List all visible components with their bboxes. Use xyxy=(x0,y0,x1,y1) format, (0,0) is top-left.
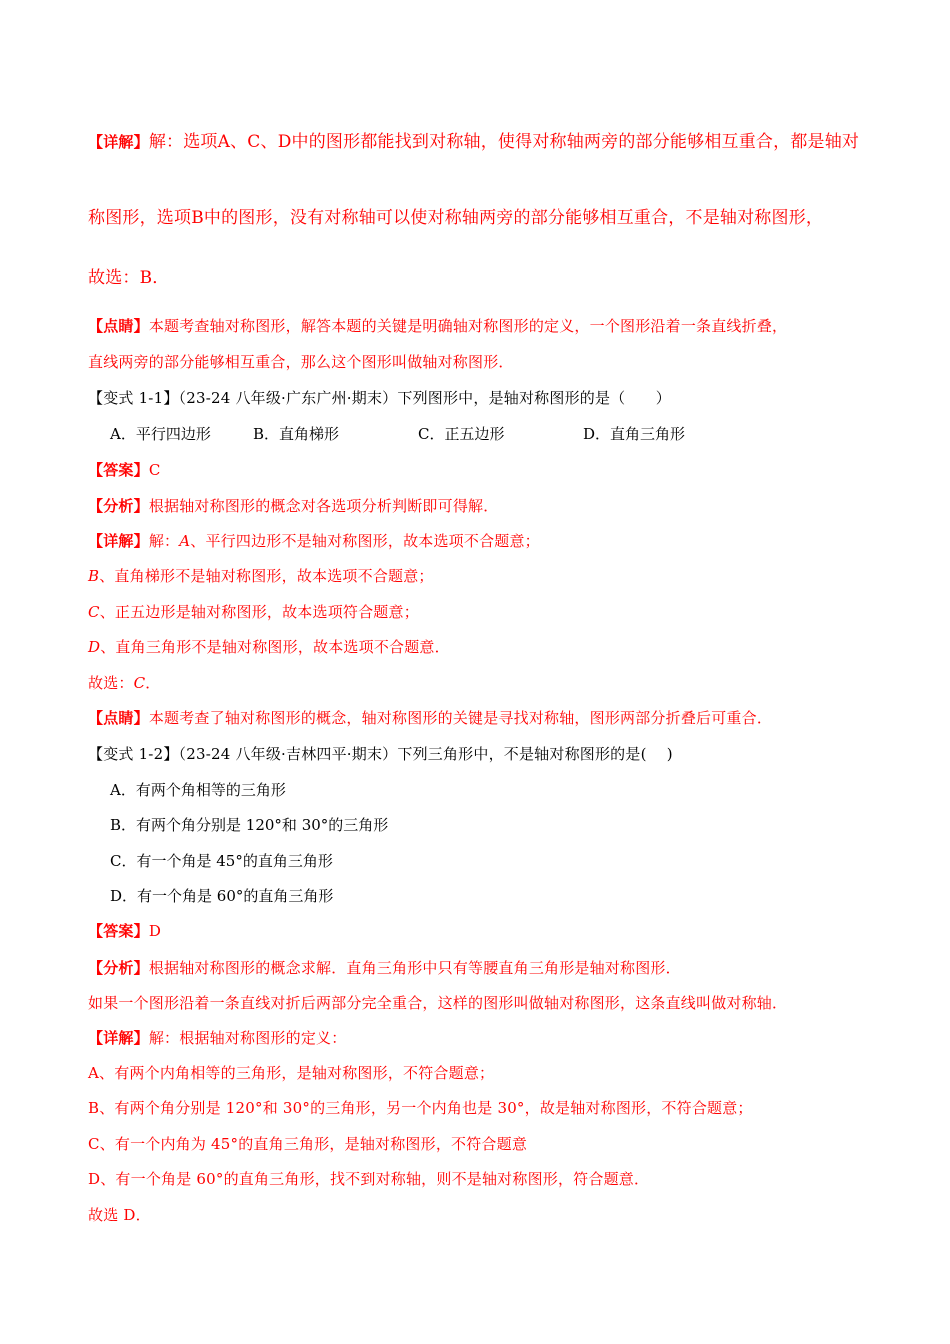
q1-detail-intro xyxy=(88,531,540,551)
comment-line-1 xyxy=(88,316,787,336)
q1-analysis xyxy=(88,496,498,516)
q2-detail-tag: 【详解】 xyxy=(88,1029,149,1047)
comment-line-2 xyxy=(88,352,514,372)
q2-option-a: A．有两个角相等的三角形 xyxy=(110,781,286,799)
q1-detail-c: 、正五边形是轴对称图形，故本选项符合题意； xyxy=(99,603,419,621)
q1-comment-text: 本题考查了轴对称图形的概念，轴对称图形的关键是寻找对称轴，图形两部分折叠后可重合． xyxy=(148,709,773,727)
detail-line-1 xyxy=(88,132,859,152)
q2-option-d: D．有一个角是 60°的直角三角形 xyxy=(110,887,334,905)
q1-detail-c-line xyxy=(88,602,419,622)
q1-comment xyxy=(88,708,772,728)
q1-choose-prefix: 故选： xyxy=(88,674,134,692)
q2-choose: 故选 D． xyxy=(88,1206,151,1224)
q1-choose-letter: C xyxy=(133,674,146,692)
q1-option-b: B．直角梯形 xyxy=(253,425,340,443)
question-1-2 xyxy=(88,744,673,764)
q1-detail-a-letter: A xyxy=(179,532,191,550)
q1-option-a: A．平行四边形 xyxy=(110,425,211,443)
detail-text-1: 解：选项A、C、D中的图形都能找到对称轴，使得对称轴两旁的部分能够相互重合，都是轴对 xyxy=(148,132,860,152)
q2-detail-b: B、有两个角分别是 120°和 30°的三角形，另一个内角也是 30°，故是轴对称图形，不符合题意； xyxy=(88,1099,753,1117)
q1-detail-intro-text: 解： xyxy=(148,532,180,550)
comment-text-1: 本题考查轴对称图形，解答本题的关键是明确轴对称图形的定义，一个图形沿着一条直线折叠， xyxy=(148,317,788,335)
q1-detail-b-line xyxy=(88,566,434,586)
detail-line-3 xyxy=(88,268,170,288)
q2-answer-value: D xyxy=(148,922,162,940)
q1-detail-d-letter: D xyxy=(88,638,101,656)
q1-answer-value: C xyxy=(148,461,161,479)
question-1-2-tag: 【变式 1-2】 xyxy=(88,745,179,763)
q2-answer-tag: 【答案】 xyxy=(88,922,149,940)
q2-option-b: B．有两个角分别是 120°和 30°的三角形 xyxy=(110,816,389,834)
q1-detail-b: 、直角梯形不是轴对称图形，故本选项不合题意； xyxy=(99,567,434,585)
q2-answer xyxy=(88,921,161,941)
q2-detail-intro-text: 解：根据轴对称图形的定义： xyxy=(148,1029,347,1047)
question-1-1-tag: 【变式 1-1】 xyxy=(88,389,179,407)
q1-detail-b-letter: B xyxy=(88,567,100,585)
comment-text-2: 直线两旁的部分能够相互重合，那么这个图形叫做轴对称图形． xyxy=(88,353,514,371)
q2-analysis-1 xyxy=(88,958,681,978)
q1-detail-d: 、直角三角形不是轴对称图形，故本选项不合题意． xyxy=(100,638,450,656)
q2-detail-intro xyxy=(88,1028,346,1048)
q1-analysis-tag: 【分析】 xyxy=(88,497,149,515)
q2-detail-d: D、有一个角是 60°的直角三角形，找不到对称轴，则不是轴对称图形，符合题意． xyxy=(88,1170,650,1188)
q1-answer xyxy=(88,460,161,480)
q2-analysis-tag: 【分析】 xyxy=(88,959,149,977)
q1-detail-c-letter: C xyxy=(88,603,100,621)
detail-text-2: 称图形，选项B中的图形，没有对称轴可以使对称轴两旁的部分能够相互重合，不是轴对称图形， xyxy=(88,208,824,228)
q2-detail-a: A、有两个内角相等的三角形，是轴对称图形，不符合题意； xyxy=(88,1064,495,1082)
question-1-1-text: （23-24 八年级·广东广州·期末）下列图形中，是轴对称图形的是（ ） xyxy=(178,389,671,407)
question-1-2-text: （23-24 八年级·吉林四平·期末）下列三角形中，不是轴对称图形的是( ) xyxy=(178,745,673,763)
q1-answer-tag: 【答案】 xyxy=(88,461,149,479)
q1-detail-a: 、平行四边形不是轴对称图形，故本选项不合题意； xyxy=(190,532,540,550)
detail-line-2 xyxy=(88,208,823,228)
q2-analysis-text-1: 根据轴对称图形的概念求解．直角三角形中只有等腰直角三角形是轴对称图形． xyxy=(148,959,681,977)
q1-choose xyxy=(88,673,161,693)
q2-detail-c: C、有一个内角为 45°的直角三角形，是轴对称图形，不符合题意 xyxy=(88,1135,528,1153)
q1-option-c: C．正五边形 xyxy=(418,425,505,443)
q2-analysis-text-2: 如果一个图形沿着一条直线对折后两部分完全重合，这样的图形叫做轴对称图形，这条直线叫做对称轴． xyxy=(88,994,788,1012)
q2-analysis-2 xyxy=(88,993,787,1013)
detail-tag: 【详解】 xyxy=(88,133,149,151)
detail-conclusion: 故选：B． xyxy=(88,268,170,288)
q1-detail-d-line xyxy=(88,637,450,657)
comment-tag: 【点睛】 xyxy=(88,317,149,335)
q1-comment-tag: 【点睛】 xyxy=(88,709,149,727)
q1-choose-suffix: ． xyxy=(145,674,161,692)
question-1-1 xyxy=(88,388,671,408)
q1-analysis-text: 根据轴对称图形的概念对各选项分析判断即可得解． xyxy=(148,497,499,515)
q1-detail-tag: 【详解】 xyxy=(88,532,149,550)
q2-option-c: C．有一个角是 45°的直角三角形 xyxy=(110,852,333,870)
q1-option-d: D．直角三角形 xyxy=(583,425,686,443)
